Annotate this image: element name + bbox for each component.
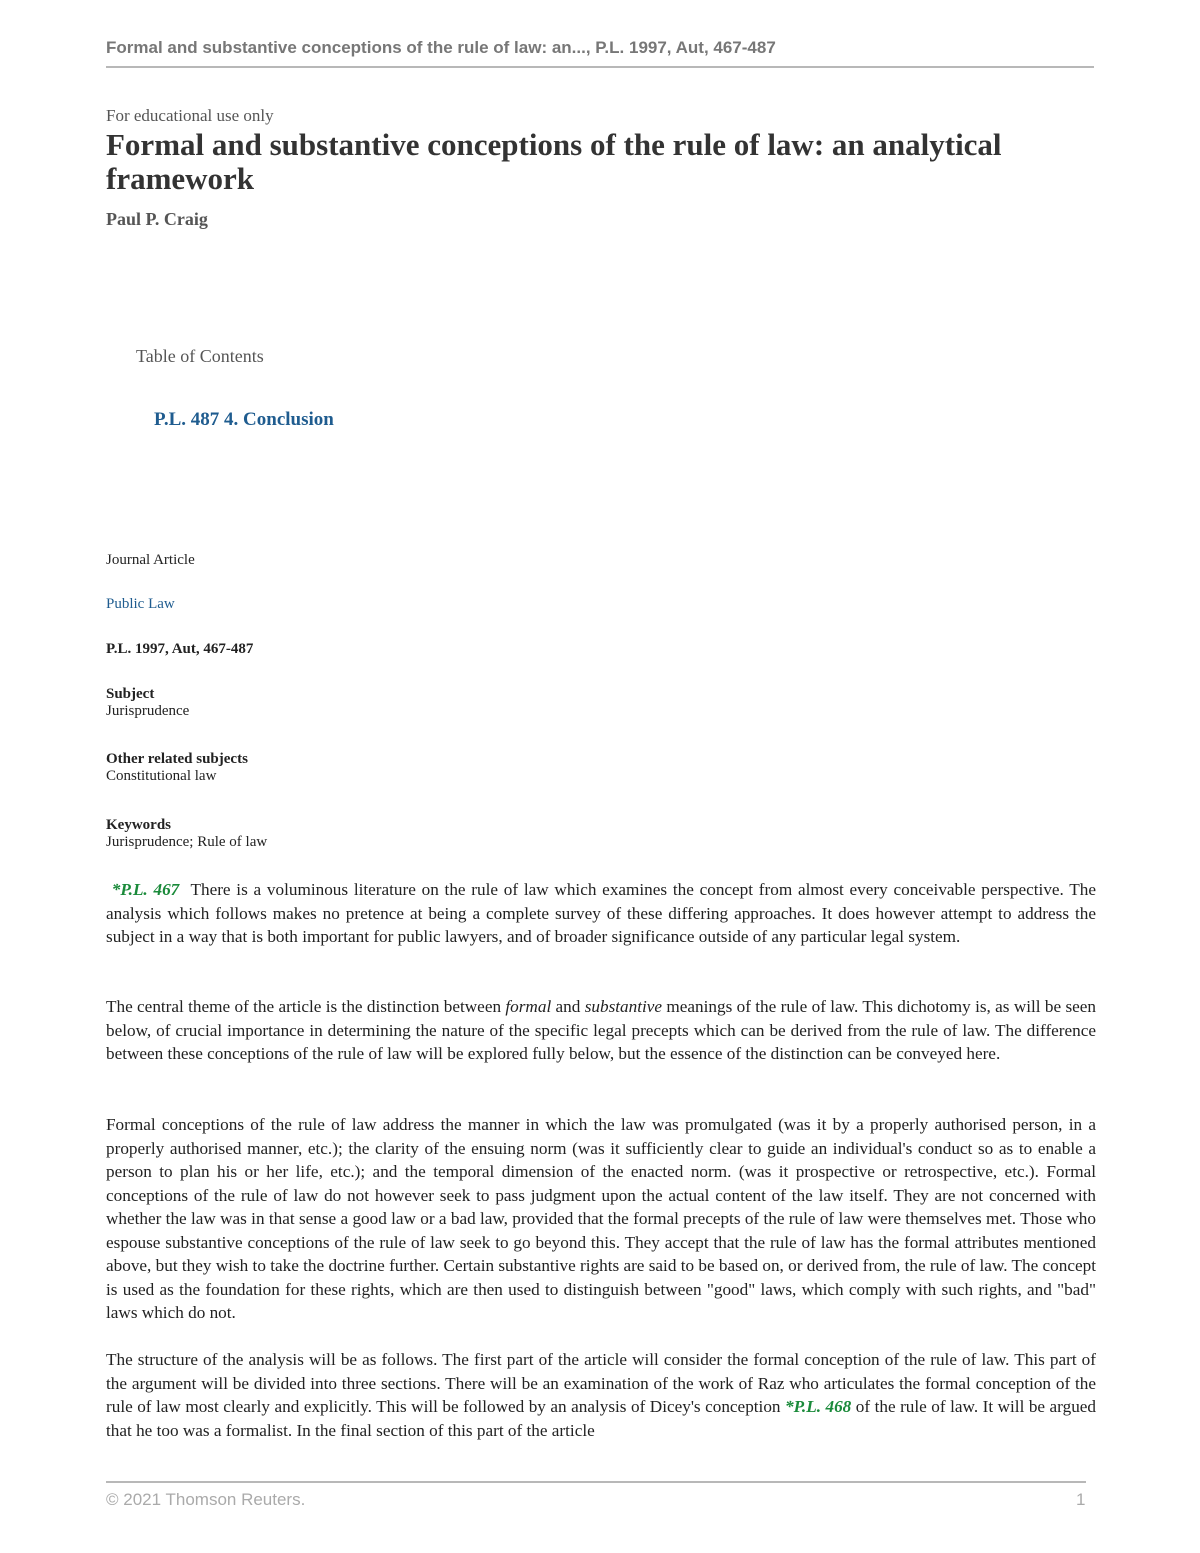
toc-item-conclusion[interactable]: P.L. 487 4. Conclusion [154,409,334,430]
paragraph-2-formal: formal [505,997,552,1016]
page-marker-468[interactable]: *P.L. 468 [785,1397,852,1416]
subject-block [106,686,189,720]
keywords-heading: Keywords [106,817,171,833]
related-heading: Other related subjects [106,751,248,767]
paragraph-4 [106,1348,1096,1442]
paragraph-2-substantive: substantive [584,997,663,1016]
running-header: Formal and substantive conceptions of the rule of law: an..., P.L. 1997, Aut, 467-487 [106,38,776,57]
paragraph-1-text: There is a voluminous literature on the rule of law which examines the concept from almost every conceivable perspective. The analysis which follows makes no pretence at being a complete survey of these differing approaches. It does however attempt to address the subject in a way that is both important for public lawyers, and of broader significance outside of any particular legal system. [106,880,1097,946]
citation [106,641,253,658]
journal-link[interactable]: Public Law [106,596,175,612]
doc-type: Journal Article [106,552,195,568]
page-title: Formal and substantive conceptions of the rule of law: an analytical framework [106,127,1002,196]
related-value: Constitutional law [106,768,217,784]
paragraph-4-a: The structure of the analysis will be as follows. The first part of the article will consider the formal conception of the rule of law. This part of the argument will be divided into three sections. There will be an examination of the work of Raz who articulates the formal conception of the rule of law most clearly and explicitly. This will be followed by an analysis of Dicey's conception [106,1350,1096,1416]
paragraph-2-c: meanings of the rule of law. This dichotomy is, as will be seen below, of crucial importance in determining the nature of the specific legal precepts which can be derived from the rule of law. The difference between these conceptions of the rule of law will be explored fully below, but the essence of the distinction can be conveyed here. [106,997,1096,1063]
author: Paul P. Craig [106,209,208,229]
page-number: 1 [1076,1490,1086,1509]
paragraph-2-b: and [551,997,585,1016]
subject-value: Jurisprudence [106,703,190,719]
keywords-block [106,817,267,851]
copyright: © 2021 Thomson Reuters. [106,1490,306,1509]
page-marker-467[interactable]: *P.L. 467 [111,880,180,899]
paragraph-4-b: of the rule of law. It will be argued that he too was a formalist. In the final section of this part of the article [106,1397,1097,1440]
related-block [106,751,248,785]
footer-divider [106,1481,1086,1483]
subject-heading: Subject [106,686,155,702]
paragraph-3: Formal conceptions of the rule of law address the manner in which the law was promulgated (was it by a properly authorised person, in a properly authorised manner, etc.); the clarity of the ensuing norm (was it sufficiently clear to guide an individual's conduct so as to enable a person to plan his or her life, etc.); and the temporal dimension of the enacted norm. (was it prospective or retrospective, etc.). Formal conceptions of the rule of law do not however seek to pass judgment upon the actual content of the law itself. They are not concerned with whether the law was in that sense a good law or a bad law, provided that the formal precepts of the rule of law were themselves met. Those who espouse substantive conceptions of the rule of law seek to go beyond this. They accept that the rule of law has the formal attributes mentioned above, but they wish to take the doctrine further. Certain substantive rights are said to be based on, or derived from, the rule of law. The concept is used as the foundation for these rights, which are then used to distinguish between "good" laws, which comply with such rights, and "bad" laws which do not. [106,1115,1096,1322]
citation-text: P.L. 1997, Aut, 467-487 [106,641,254,657]
toc-label: Table of Contents [136,346,264,366]
paragraph-1 [106,878,1096,949]
edu-notice: For educational use only [106,106,274,125]
keywords-value: Jurisprudence; Rule of law [106,834,268,850]
header-divider [106,66,1094,68]
paragraph-2 [106,995,1096,1066]
paragraph-2-a: The central theme of the article is the distinction between [106,997,506,1016]
